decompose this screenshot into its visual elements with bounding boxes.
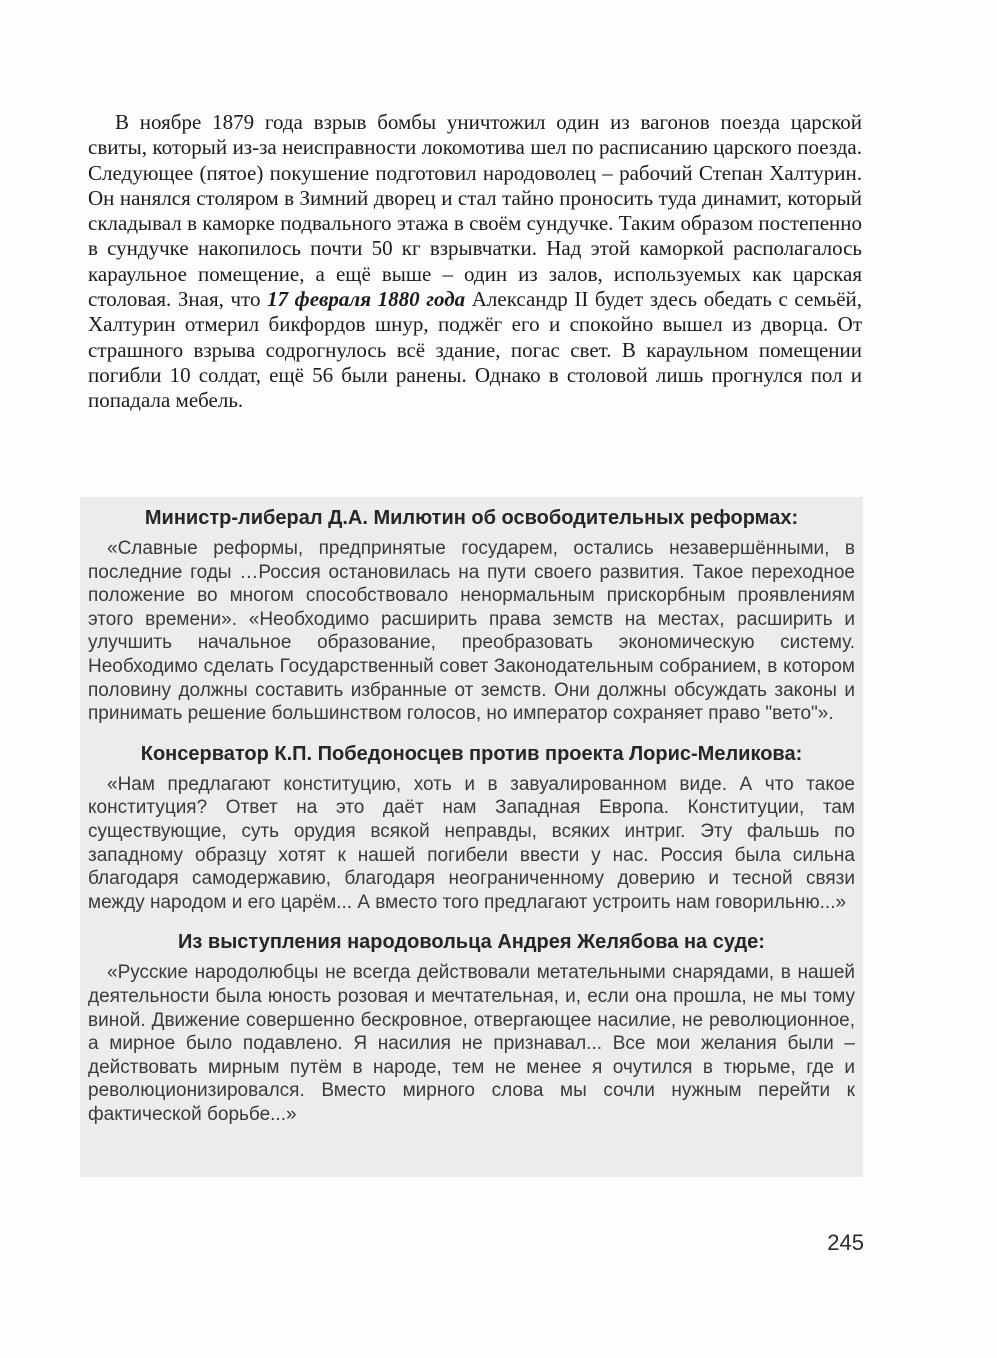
- main-paragraph-text-1: В ноябре 1879 года взрыв бомбы уничтожил один из вагонов поезда царской свиты, который из-за неисправности локомотива шел по расписанию царского поезда. Следующее (пятое) покушение подготовил народоволец – рабочий Степан Халтурин. Он нанялся столяром в Зимний дворец и стал тайно проносить туда динамит, который складывал в каморке подвального этажа в своём сундучке. Таким образом постепенно в сундучке накопилось почти 50 кг взрывчатки. Над этой каморкой располагалось караульное помещение, а ещё выше – один из залов, используемых как царская столовая. Зная, что: [88, 110, 862, 312]
- sources-box: [80, 497, 863, 1177]
- source-quote-zhelyabov: «Русские народолюбцы не всегда действовали метательными снарядами, в нашей деятельности была юность розовая и мечтательная, и, если она прошла, не мы тому виной. Движение совершенно бескровное, отвергающее насилие, не революционное, а мирное было подавлено. Я насилия не признавал... Все мои желания были – действовать мирным путём в народе, тем не менее я очутился в тюрьме, где и революционизировался. Вместо мирного слова мы сочли нужным перейти к фактической борьбе...»: [88, 962, 855, 1125]
- page-number: 245: [827, 1230, 864, 1255]
- source-quote-milyutin: «Славные реформы, предпринятые государем, остались незавершёнными, в последние годы …Россия остановилась на пути своего развития. Такое переходное положение во многом способствовало ненормальным прискорбным проявлениям этого времени». «Необходимо расширить права земств на местах, расширить и улучшить начальное образование, преобразовать экономическую систему. Необходимо сделать Государственный совет Законодательным собранием, в котором половину должны составить избранные от земств. Они должны обсуждать законы и принимать решение большинством голосов, но император сохраняет право "вето"».: [88, 538, 855, 725]
- main-paragraph-date-emphasis: 17 февраля 1880 года: [267, 287, 466, 312]
- source-heading-zhelyabov: Из выступления народовольца Андрея Желябова на суде:: [178, 931, 765, 954]
- main-paragraph-text-2: Александр II будет здесь обедать с семьёй, Халтурин отмерил бикфордов шнур, поджёг его и спокойно вышел из дворца. От страшного взрыва содрогнулось всё здание, погас свет. В караульном помещении погибли 10 солдат, ещё 56 были ранены. Однако в столовой лишь прогнулся пол и попадала мебель.: [88, 287, 862, 413]
- source-section-milyutin: [88, 506, 855, 726]
- source-heading-milyutin: Министр-либерал Д.А. Милютин об освободительных реформах:: [144, 507, 799, 529]
- source-section-pobedonostsev: [88, 742, 855, 915]
- main-paragraph: [88, 110, 862, 414]
- source-heading-pobedonostsev: Консерватор К.П. Победоносцев против проекта Лорис-Меликова:: [140, 742, 803, 765]
- source-section-zhelyabov: [88, 930, 855, 1126]
- source-quote-pobedonostsev: «Нам предлагают конституцию, хоть и в завуалированном виде. А что такое конституция? Ответ на это даёт нам Западная Европа. Конституции, там существующие, суть орудия всякой неправды, всяких интриг. Эту фальшь по западному образцу хотят к нашей погибели ввести у нас. Россия была сильна благодаря самодержавию, благодаря неограниченному доверию и тесной связи между народом и его царём... А вместо того предлагают устроить нам говорильню...»: [88, 773, 855, 913]
